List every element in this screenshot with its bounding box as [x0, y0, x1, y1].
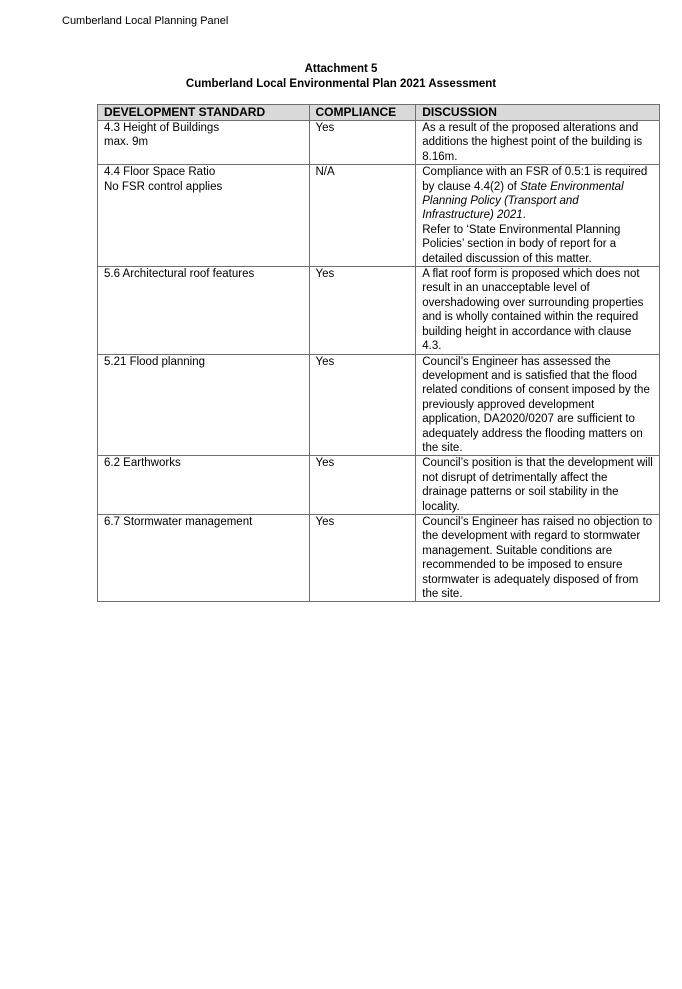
compliance-cell: Yes	[309, 456, 416, 515]
discussion-text: .	[522, 209, 526, 222]
table-row	[98, 514, 660, 601]
discussion-italic-text: State Environmental Planning Policy (Transport and Infrastructure) 2021	[422, 180, 624, 222]
table-body	[98, 121, 660, 602]
standard-text: 5.6 Architectural roof features	[104, 268, 255, 281]
development-standard-cell	[98, 165, 310, 267]
compliance-cell: Yes	[309, 354, 416, 456]
discussion-cell	[416, 165, 660, 267]
discussion-text: Refer to ‘State Environmental Planning Policies’ section in body of report for a detailed discussion of this matter.	[422, 223, 621, 265]
table-row	[98, 121, 660, 165]
standard-text: 6.2 Earthworks	[104, 457, 181, 470]
header-development-standard: DEVELOPMENT STANDARD	[98, 105, 310, 121]
standard-text: No FSR control applies	[104, 180, 223, 193]
discussion-text: Council’s Engineer has assessed the development and is satisfied that the flood related conditions of consent imposed by the previously approved development application, DA2020/0207 are sufficient to adequately address the flooding matters on the site.	[422, 355, 650, 454]
development-standard-cell	[98, 514, 310, 601]
discussion-text: Compliance with an FSR of 0.5:1 is required by clause 4.4(2) of	[422, 166, 648, 193]
discussion-cell	[416, 514, 660, 601]
discussion-text: A flat roof form is proposed which does not result in an unacceptable level of overshadowing over surrounding properties and is wholly contained within the required building height in accordance with clause 4.3.	[422, 268, 644, 353]
table-header-row	[98, 105, 660, 121]
assessment-title: Cumberland Local Environmental Plan 2021 Assessment	[185, 78, 497, 90]
discussion-text: As a result of the proposed alterations and additions the highest point of the building is 8.16m.	[422, 122, 643, 163]
standard-text: 6.7 Stormwater management	[104, 515, 253, 528]
table-row	[98, 165, 660, 267]
table-row	[98, 267, 660, 354]
header-compliance: COMPLIANCE	[309, 105, 416, 121]
document-title	[0, 62, 682, 92]
discussion-text: Council’s position is that the development will not disrupt of detrimentally affect the drainage patterns or soil stability in the locality.	[422, 457, 653, 513]
compliance-cell: Yes	[309, 514, 416, 601]
standard-text: 4.3 Height of Buildings	[104, 122, 220, 134]
discussion-text: Council’s Engineer has raised no objection to the development with regard to stormwater management. Suitable conditions are recommended to be imposed to ensure stormwater is adequately disposed of from the site.	[422, 515, 653, 600]
development-standard-cell	[98, 121, 310, 165]
discussion-cell	[416, 121, 660, 165]
header-discussion: DISCUSSION	[416, 105, 660, 121]
standard-text: 4.4 Floor Space Ratio	[104, 166, 216, 179]
compliance-cell: N/A	[309, 165, 416, 267]
development-standard-cell	[98, 456, 310, 515]
discussion-cell	[416, 354, 660, 456]
compliance-cell: Yes	[309, 267, 416, 354]
page-header: Cumberland Local Planning Panel	[62, 15, 229, 27]
attachment-title: Attachment 5	[304, 63, 378, 75]
development-standard-cell	[98, 267, 310, 354]
table-row	[98, 456, 660, 515]
development-standard-cell	[98, 354, 310, 456]
compliance-cell: Yes	[309, 121, 416, 165]
standard-text: 5.21 Flood planning	[104, 355, 206, 368]
table-row	[98, 354, 660, 456]
standard-text: max. 9m	[104, 136, 149, 149]
discussion-cell	[416, 267, 660, 354]
discussion-cell	[416, 456, 660, 515]
assessment-table	[97, 104, 660, 602]
